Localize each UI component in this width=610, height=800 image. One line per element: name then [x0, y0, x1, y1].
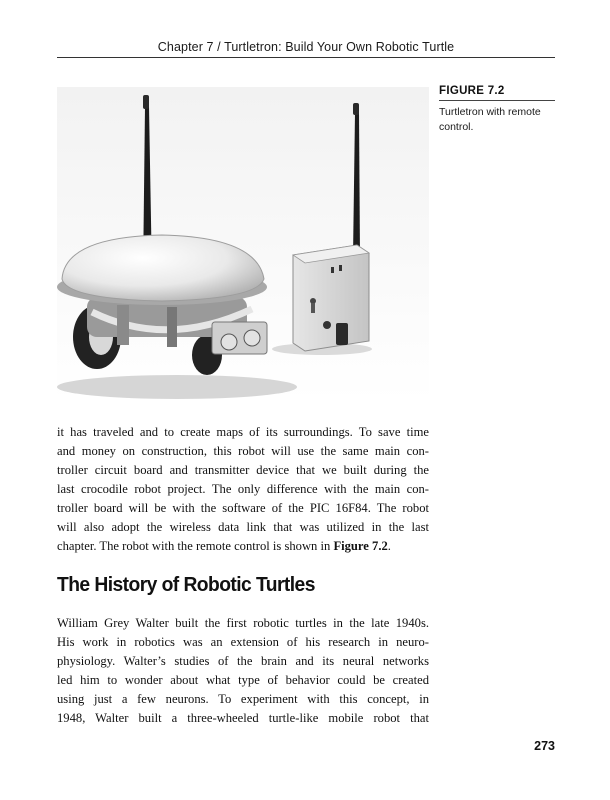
- section-heading: The History of Robotic Turtles: [57, 573, 315, 596]
- text-fragment: chapter. The robot with the remote control is shown in: [57, 539, 334, 553]
- text-line-last: [57, 537, 429, 556]
- page-number: 273: [534, 739, 555, 753]
- figure-label-rule: [439, 100, 555, 101]
- figure-photo: [57, 87, 429, 402]
- text-line: 1948, Walter built a three-wheeled turtle-like mobile robot that: [57, 711, 429, 725]
- text-line: using just a few neurons. To experiment with this concept, in: [57, 692, 429, 706]
- running-head: Chapter 7 / Turtletron: Build Your Own Robotic Turtle: [157, 40, 455, 54]
- figure-label: FIGURE 7.2: [439, 85, 505, 97]
- text-line: His work in robotics was an extension of his research in neuro-: [57, 635, 429, 649]
- text-line: it has traveled and to create maps of its surroundings. To save time: [57, 425, 429, 439]
- figure-caption: Turtletron with remote control.: [439, 106, 541, 133]
- text-line: troller circuit board and transmitter device that we built during the: [57, 463, 429, 477]
- text-line: last crocodile robot project. The only difference with the main con-: [57, 482, 429, 496]
- text-line: troller board will be with the software of the PIC 16F84. The robot: [57, 501, 429, 515]
- text-line: led him to wonder about what type of behavior could be created: [57, 673, 429, 687]
- text-line: physiology. Walter’s studies of the brain and its neural networks: [57, 654, 429, 668]
- text-fragment: .: [387, 539, 391, 553]
- text-line: will also adopt the wireless data link that was utilized in the last: [57, 520, 429, 534]
- paragraph-history: [57, 614, 429, 728]
- turtletron-robot-photo: [57, 87, 429, 402]
- text-line: William Grey Walter built the first robotic turtles in the late 1940s.: [57, 616, 429, 630]
- header-rule: [57, 57, 555, 58]
- figure-reference: Figure 7.2: [333, 539, 388, 553]
- paragraph-continued: [57, 423, 429, 556]
- text-line: and money on construction, this robot will use the same main con-: [57, 444, 429, 458]
